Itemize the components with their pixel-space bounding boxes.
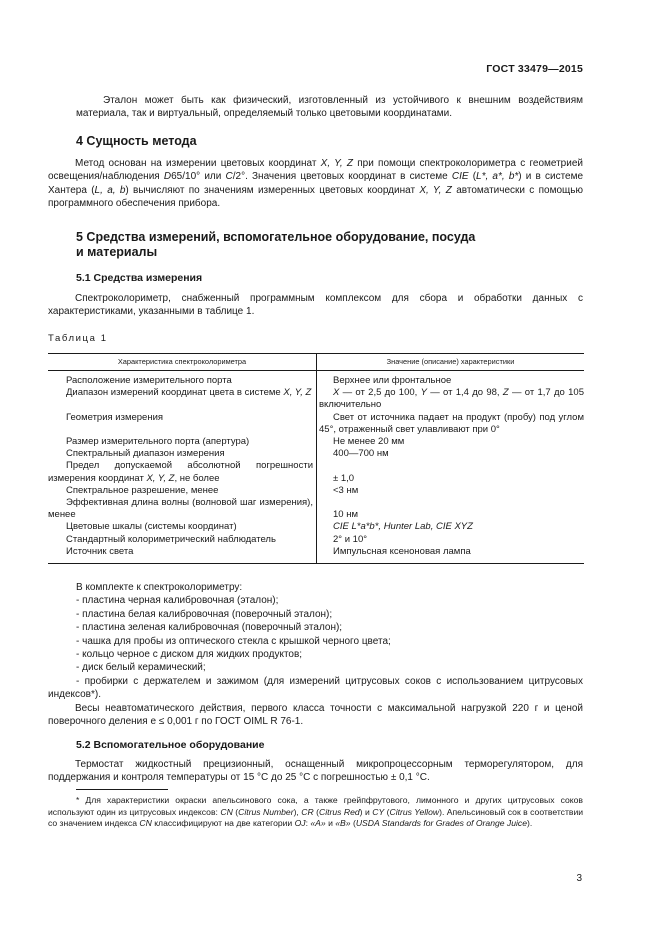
table-cell: Свет от источника падает на продукт (пробу) под углом 45°, отраженный свет улавливают при 0° — [319, 411, 584, 435]
list-item: - чашка для пробы из оптического стекла с крышкой черного цвета; — [76, 636, 391, 647]
list-item: - пробирки с держателем и зажимом (для измерений цитрусовых соков с использованием цитрусовых индексов*). — [48, 676, 583, 701]
section-5-2-text: Термостат жидкостный прецизионный, оснащенный микропроцессорным терморегулятором, для поддержания и контроля температуры от 15 °С до 25 °С с погрешностью ± 0,1 °С. — [48, 759, 583, 784]
table-cell: Геометрия измерения — [48, 412, 317, 436]
standard-header: ГОСТ 33479—2015 — [486, 63, 583, 75]
table-cell: <3 нм — [333, 484, 359, 496]
table-row — [48, 460, 584, 484]
list-item: - пластина зеленая калибровочная (поверочный эталон); — [76, 622, 343, 633]
footnote-divider — [76, 789, 168, 790]
list-item: - пластина черная калибровочная (эталон); — [76, 595, 279, 606]
table-cell: Источник света — [48, 546, 317, 564]
table-row — [48, 412, 584, 436]
table-row — [48, 387, 584, 411]
scales-paragraph: Весы неавтоматического действия, первого класса точности с максимальной нагрузкой 220 г и ценой поверочного деления e ≤ 0,001 г по ГОСТ OIML R 76-1. — [48, 703, 583, 728]
table-row — [48, 485, 584, 497]
table-cell: Спектральное разрешение, менее — [48, 485, 317, 497]
table-cell: 10 нм — [333, 509, 358, 521]
table-row — [48, 534, 584, 546]
table-cell: Импульсная ксеноновая лампа — [317, 546, 585, 564]
table-row — [48, 448, 584, 460]
page-number: 3 — [576, 873, 582, 884]
table-cell: Спектральный диапазон измерения — [48, 448, 317, 460]
section-5-title-line1: 5 Средства измерений, вспомогательное оборудование, посуда — [76, 230, 476, 244]
table-header-row — [48, 354, 584, 371]
section-5-1-title: 5.1 Средства измерения — [76, 272, 203, 284]
section-5-2-title: 5.2 Вспомогательное оборудование — [76, 739, 265, 751]
table-cell: Не менее 20 мм — [333, 436, 405, 448]
table-cell: Верхнее или фронтальное — [333, 375, 452, 386]
list-item: - кольцо черное с диском для жидких продуктов; — [76, 649, 303, 660]
table-col1-header: Характеристика спектроколориметра — [48, 354, 317, 371]
spectrocolorimeter-table — [48, 353, 584, 564]
table-cell: Расположение измерительного порта — [48, 371, 317, 388]
section-4-paragraph: Метод основан на измерении цветовых координат X, Y, Z при помощи спектроколориметра с геометрией освещения/наблюдения D65/10° или C/2°. Значения цветовых координат в системе CIE (L*, a*, b*) и в системе Хантера (L, a, b) вычисляют по значениям измеренных цветовых координат X, Y, Z автоматически с помощью программного обеспечения прибора. — [48, 158, 584, 210]
table-row — [48, 497, 584, 521]
table-cell: Размер измерительного порта (апертура) — [48, 436, 317, 448]
table-row — [48, 371, 584, 388]
table-col2-header: Значение (описание) характеристики — [317, 354, 585, 371]
table-cell: ± 1,0 — [333, 472, 355, 484]
table-cell: X — от 2,5 до 100, Y — от 1,4 до 98, Z — от 1,7 до 105 включительно — [319, 387, 584, 411]
section-5-1-text: Спектроколориметр, снабженный программным комплексом для сбора и обработки данных с характеристиками, указанными в таблице 1. — [48, 293, 583, 318]
table-cell: 400—700 нм — [333, 448, 389, 460]
table-cell: 2° и 10° — [333, 533, 368, 545]
list-item: - диск белый керамический; — [76, 662, 206, 673]
list-item: - пластина белая калибровочная (поверочный эталон); — [76, 609, 333, 620]
intro-paragraph: Эталон может быть как физический, изготовленный из устойчивого к внешним воздействиям материала, так и виртуальный, определяемый только цветовыми координатами. — [76, 95, 583, 120]
table-row — [48, 436, 584, 448]
table-cell: Цветовые шкалы (системы координат) — [48, 521, 317, 533]
kit-intro: В комплекте к спектроколориметру: — [76, 582, 243, 593]
table-cell: Стандартный колориметрический наблюдатель — [48, 534, 317, 546]
section-5-title-line2: и материалы — [76, 245, 158, 259]
section-4-title: 4 Сущность метода — [76, 134, 197, 148]
table-row — [48, 521, 584, 533]
table-cell: CIE L*a*b*, Hunter Lab, CIE XYZ — [333, 521, 473, 533]
table-cell: Эффективная длина волны (волновой шаг измерения), менее — [48, 497, 317, 521]
table-row — [48, 546, 584, 564]
footnote: * Для характеристики окраски апельсинового сока, а также грейпфрутового, лимонного и других цитрусовых соков используют один из цитрусовых индексов: CN (Citrus Number), CR (Citrus Red) и CY (Citrus Yellow). Апельсиновый сок в соответствии со значением индекса CN классифицируют на две категории OJ: «A» и «B» (USDA Standards for Grades of Orange Juice). — [48, 795, 584, 829]
table-cell: Предел допускаемой абсолютной погрешности измерения координат X, Y, Z, не более — [48, 460, 317, 484]
table-cell: Диапазон измерений координат цвета в системе X, Y, Z — [48, 387, 317, 411]
table-caption: Таблица 1 — [48, 333, 108, 344]
